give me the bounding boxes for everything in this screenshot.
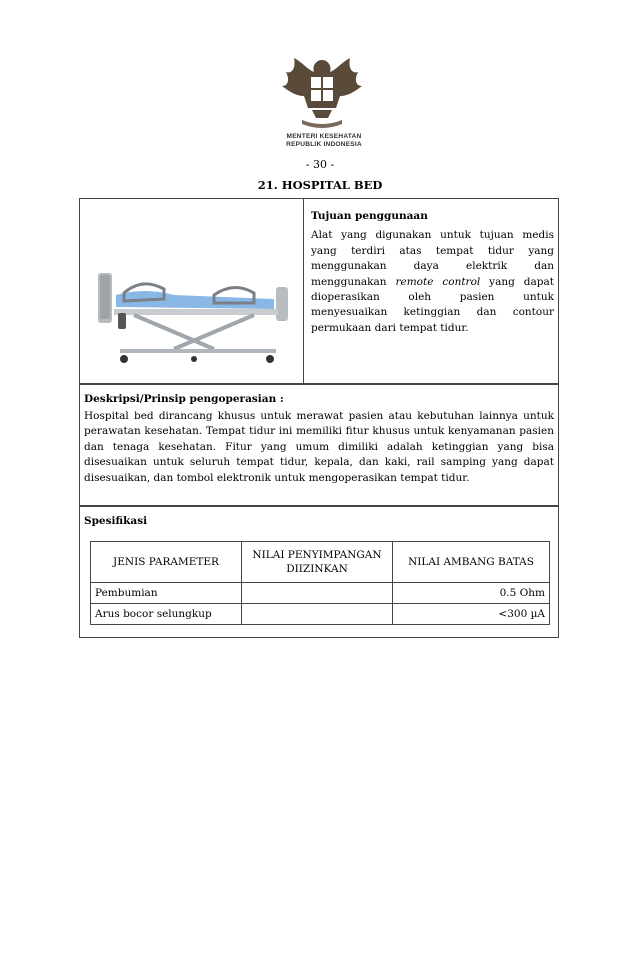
description-section [79,384,559,506]
description-text: Hospital bed dirancang khusus untuk merawat pasien atau kebutuhan lainnya untuk perawatan kesehatan. Tempat tidur ini memiliki fitur khusus untuk kenyamanan pasien dan tenaga kesehatan. Fitur yang umum dimiliki adalah ketinggian yang bisa disesuaikan untuk seluruh tempat tidur, kepala, dan kaki, rail samping yang dapat disesuaikan, dan tombol elektronik untuk mengoperasikan tempat tidur. [84,410,554,484]
table-header-row [91,542,550,583]
ministry-name: MENTERI KESEHATAN REPUBLIK INDONESIA [286,133,362,148]
purpose-heading: Tujuan penggunaan [311,210,428,222]
column-header: JENIS PARAMETER [91,542,242,583]
table-cell: Arus bocor selungkup [91,604,242,625]
remote-control-term: remote control [395,275,481,288]
purpose-text-cell [311,209,554,336]
parameter-table [90,541,550,625]
table-row [91,583,550,604]
bed-image-cell [80,199,304,383]
column-header: NILAI PENYIMPANGAN DIIZINKAN [242,542,393,583]
table-cell [242,604,393,625]
garuda-emblem-icon [272,52,372,132]
table-cell: Pembumian [91,583,242,604]
section-title: 21. HOSPITAL BED [257,178,383,192]
purpose-section [79,198,559,384]
description-heading: Deskripsi/Prinsip pengoperasian : [84,393,284,405]
page-number: - 30 - [305,158,335,171]
table-cell: 0.5 Ohm [393,583,550,604]
table-cell [242,583,393,604]
specification-section [79,506,559,638]
table-row [91,604,550,625]
hospital-bed-image [94,265,294,365]
table-cell: <300 µA [393,604,550,625]
column-header: NILAI AMBANG BATAS [393,542,550,583]
purpose-text: Alat yang digunakan untuk tujuan medis yang terdiri atas tempat tidur yang menggunakan daya elektrik dan menggunakan remote control yang dapat dioperasikan oleh pasien untuk menyesuaikan ketinggian dan contour permukaan dari tempat tidur. [311,229,554,334]
specification-heading: Spesifikasi [84,515,148,527]
